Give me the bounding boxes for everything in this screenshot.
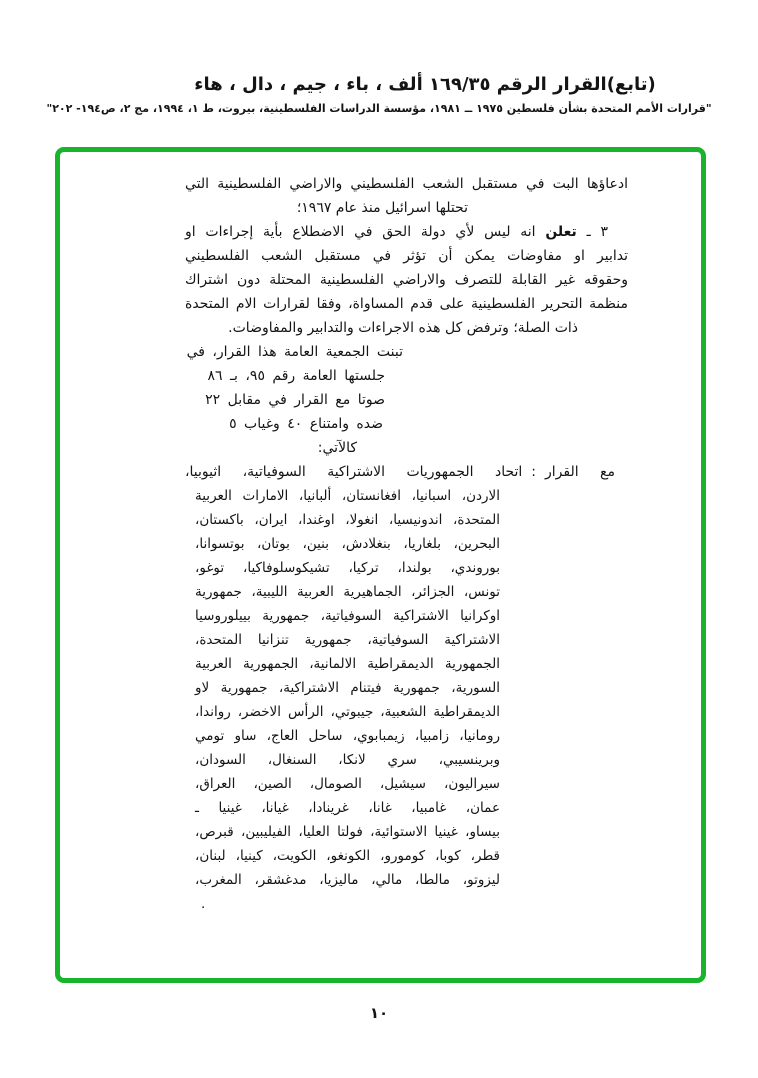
- countries-line-13: سيراليون، سيشيل، الصومال، الصين، العراق،: [195, 776, 500, 792]
- countries-line-12: وبرينسيبي، سري لانكا، السنغال، السودان،: [195, 752, 500, 768]
- countries-line-6: اوكرانيا الاشتراكية السوفياتية، جمهورية بييلوروسيا: [195, 608, 500, 624]
- countries-line-14: عمان، غامبيا، غانا، غرينادا، غيانا، غينيا ـ: [195, 800, 500, 816]
- green-frame: [55, 147, 706, 983]
- countries-list: [195, 484, 500, 916]
- resolution-title: (تابع)القرار الرقم ١٦٩/٣٥ ألف ، باء ، جيم ، دال ، هاء: [194, 74, 656, 95]
- trailing-dot: .: [201, 896, 206, 912]
- countries-line-17: ليزوتو، مالطا، مالي، ماليزيا، مدغشقر، المغرب،: [195, 872, 500, 888]
- countries-line-2: المتحدة، اندونيسيا، انغولا، اوغندا، ايران، باكستان،: [195, 512, 500, 528]
- body-line-4: تدابير او مفاوضات يمكن أن تؤثر في مستقبل الشعب الفلسطيني: [185, 248, 628, 264]
- adoption-note-line-5: كالآتي:: [317, 440, 357, 456]
- body-line-2: تحتلها اسرائيل منذ عام ١٩٦٧؛: [296, 200, 468, 216]
- clause-text: انه ليس لأي دولة الحق في الاضطلاع بأية إجراءات او: [185, 224, 536, 240]
- page-header: [0, 74, 758, 115]
- vote-label: مع القرار: [545, 464, 616, 480]
- adoption-note-line-1: تبنت الجمعية العامة هذا القرار، في: [186, 344, 403, 360]
- countries-line-11: رومانيا، زامبيا، زيمبابوي، ساحل العاج، ساو تومي: [195, 728, 500, 744]
- countries-line-1: الاردن، اسبانيا، افغانستان، ألبانيا، الامارات العربية: [195, 488, 500, 504]
- vote-colon: :: [531, 464, 537, 480]
- countries-line-3: البحرين، بلغاريا، بنغلادش، بنين، بوتان، بوتسوانا،: [195, 536, 500, 552]
- body-line-6: منظمة التحرير الفلسطينية على قدم المساواة، وفقا لقرارات الام المتحدة: [185, 296, 628, 312]
- adoption-note-line-3: صوتا مع القرار في مقابل ٢٢: [205, 392, 385, 408]
- countries-line-8: الجمهورية الديمقراطية الالمانية، الجمهورية العربية: [195, 656, 500, 672]
- body-line-3: [185, 220, 608, 244]
- countries-line-10: الديمقراطية الشعبية، جيبوتي، الرأس الاخضر، رواندا،: [195, 704, 500, 720]
- countries-line-5: تونس، الجزائر، الجماهيرية العربية الليبية، جمهورية: [195, 584, 500, 600]
- countries-line-7: الاشتراكية السوفياتية، جمهورية تنزانيا المتحدة،: [195, 632, 500, 648]
- resolution-text: [60, 152, 701, 916]
- vote-first-line: اتحاد الجمهوريات الاشتراكية السوفياتية، اثيوبيا،: [185, 464, 523, 480]
- body-line-7: ذات الصلة؛ وترفض كل هذه الاجراءات والتدابير والمفاوضات.: [228, 320, 578, 336]
- countries-line-9: السورية، جمهورية فيتنام الاشتراكية، جمهورية لاو: [195, 680, 500, 696]
- body-line-5: وحقوقه غير القابلة للتصرف والاراضي الفلسطينية المحتلة دون اشتراك: [185, 272, 628, 288]
- countries-line-16: قطر، كوبا، كومورو، الكونغو، الكويت، كينيا، لبنان،: [195, 848, 500, 864]
- body-line-1: ادعاؤها البت في مستقبل الشعب الفلسطيني والاراضي الفلسطينية التي: [185, 176, 628, 192]
- adoption-note-line-4: ضده وامتناع ٤٠ وغياب ٥: [229, 416, 383, 432]
- source-citation: "قرارات الأمم المتحدة بشأن فلسطين ١٩٧٥ ــ ١٩٨١، مؤسسة الدراسات الفلسطينية، بيروت، ط ١، ١٩٩٤، مج ٢، ص١٩٤- ٢٠٢": [46, 102, 712, 115]
- countries-line-4: بوروندي، بولندا، تركيا، تشيكوسلوفاكيا، توغو،: [195, 560, 500, 576]
- clause-number: ٣ ـ: [586, 224, 608, 240]
- adoption-note-line-2: جلستها العامة رقم ٩٥، بـ ٨٦: [207, 368, 385, 384]
- vote-in-favor-heading: [185, 460, 615, 484]
- countries-line-15: بيساو، غينيا الاستوائية، فولتا العليا، الفيليبين، قبرص،: [195, 824, 500, 840]
- page-number: ١٠: [369, 1004, 389, 1022]
- clause-verb-bold: تعلن: [545, 224, 577, 240]
